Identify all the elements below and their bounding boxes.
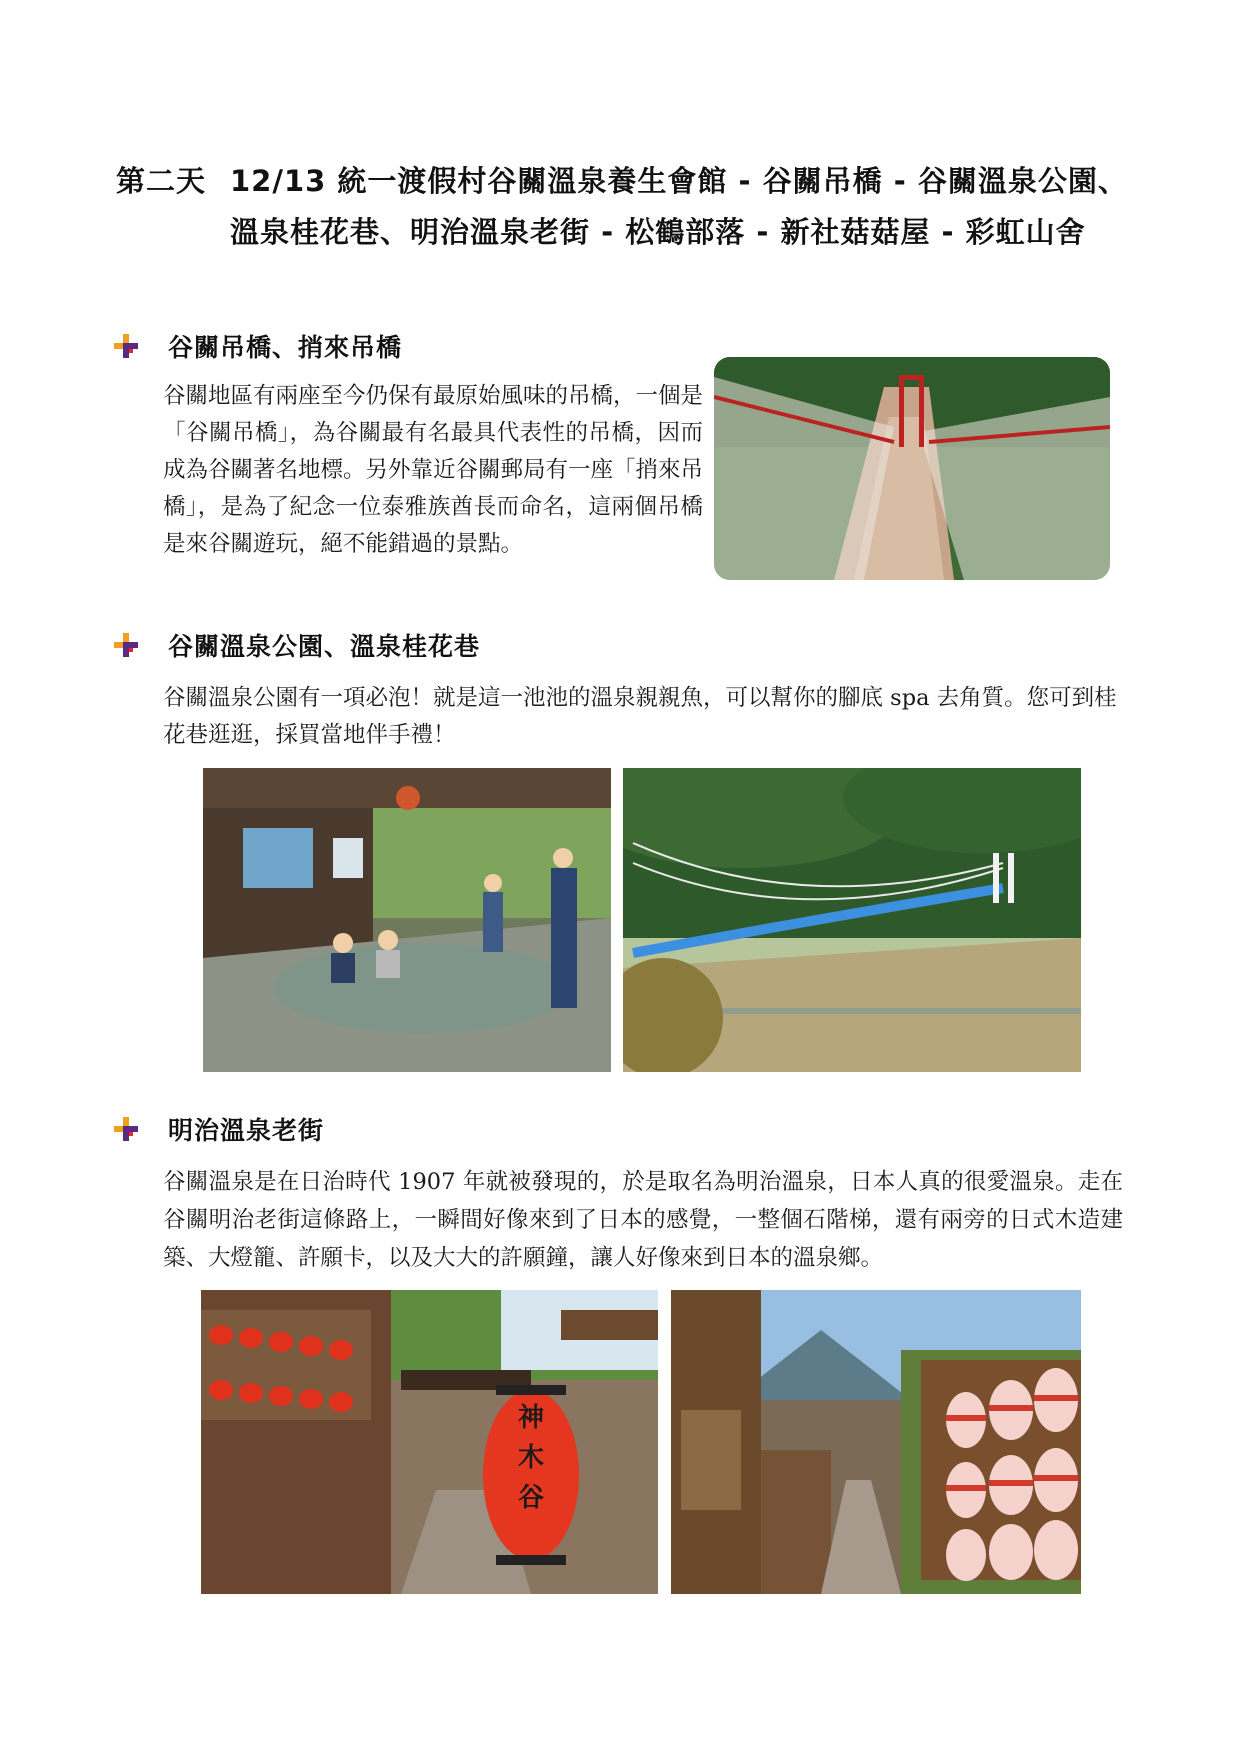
section-heading-old-street (112, 1111, 324, 1147)
photo-lantern-stairway (201, 1290, 658, 1594)
section-heading-text: 明治溫泉老街 (168, 1116, 325, 1145)
day-title (116, 156, 1136, 258)
bullet-icon (112, 1115, 140, 1143)
bullet-icon (112, 631, 140, 659)
section-heading-bridges (112, 328, 402, 364)
photo-old-street-lanterns (671, 1290, 1081, 1594)
day-label: 第二天 (116, 164, 207, 198)
day-itinerary: 12/13 統一渡假村谷關溫泉養生會館 - 谷關吊橋 - 谷關溫泉公園、溫泉桂花巷、明治溫泉老街 - 松鶴部落 - 新社菇菇屋 - 彩虹山舍 (230, 164, 1128, 249)
section-body-old-street: 谷關溫泉是在日治時代 1907 年就被發現的，於是取名為明治溫泉，日本人真的很愛溫泉。走在谷關明治老街這條路上，一瞬間好像來到了日本的感覺，一整個石階梯，還有兩旁的日式木造建築、大燈籠、許願卡，以及大大的許願鐘，讓人好像來到日本的溫泉鄉。 (163, 1169, 1123, 1271)
section-heading-park (112, 627, 480, 663)
photo-foot-bath-park (203, 768, 611, 1072)
section-body-bridges: 谷關地區有兩座至今仍保有最原始風味的吊橋，一個是「谷關吊橋」，為谷關最有名最具代表性的吊橋，因而成為谷關著名地標。另外靠近谷關郵局有一座「捎來吊橋」，是為了紀念一位泰雅族酋長而命名，這兩個吊橋是來谷關遊玩，絕不能錯過的景點。 (163, 383, 704, 557)
section-body-park: 谷關溫泉公園有一項必泡！就是這一池池的溫泉親親魚，可以幫你的腳底 spa 去角質。您可到桂花巷逛逛，採買當地伴手禮！ (163, 685, 1117, 748)
photo-suspension-bridge-walkway (714, 357, 1110, 580)
lantern-text: 神木谷 (517, 1403, 544, 1513)
photo-blue-suspension-bridge (623, 768, 1081, 1072)
bullet-icon (112, 332, 140, 360)
section-heading-text: 谷關溫泉公園、溫泉桂花巷 (168, 632, 481, 661)
section-heading-text: 谷關吊橋、捎來吊橋 (168, 333, 403, 362)
